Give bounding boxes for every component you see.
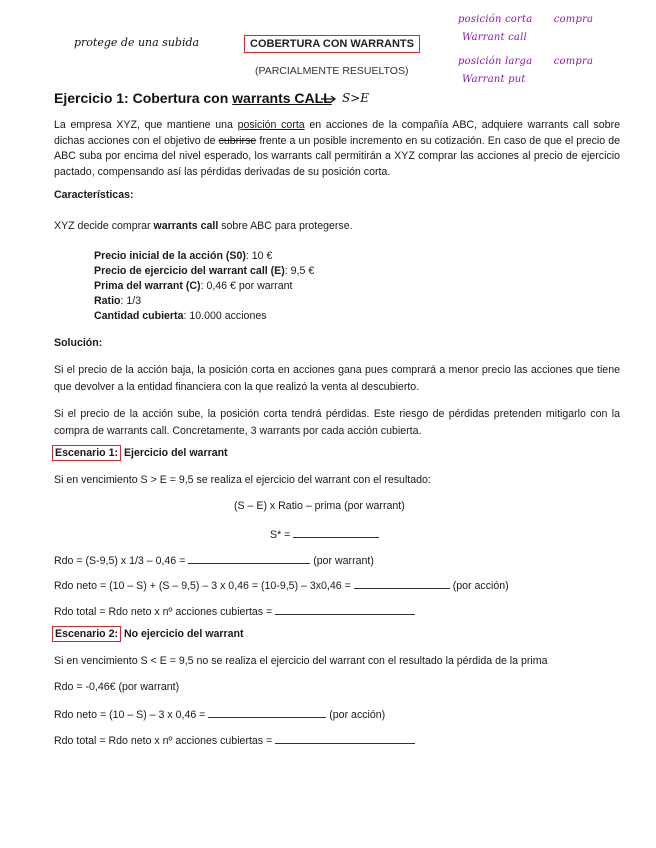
decision-pre: XYZ decide comprar xyxy=(54,220,154,232)
char-value: : 9,5 € xyxy=(284,265,315,277)
scenario-2-rdo-total xyxy=(54,732,415,747)
s-star-label: S* = xyxy=(270,529,291,541)
char-label: Precio inicial de la acción (S0) xyxy=(94,250,246,262)
scenario-1-formula: (S – E) x Ratio – prima (por warrant) xyxy=(234,500,405,512)
answer-blank[interactable] xyxy=(275,603,415,615)
exercise-title-emph: warrants CALL xyxy=(232,90,332,106)
char-value: : 0,46 € por warrant xyxy=(200,280,293,292)
scenario-1-rdo-neto xyxy=(54,577,509,592)
char-label: Prima del warrant (C) xyxy=(94,280,201,292)
rdo-total-label: Rdo total = Rdo neto x nº acciones cubiertas = xyxy=(54,735,273,747)
rdo-neto-label: Rdo neto = (10 – S) + (S – 9,5) – 3 x 0,46 = (10-9,5) – 3x0,46 = xyxy=(54,580,351,592)
scenario-2-label: Escenario 2: xyxy=(52,626,121,642)
answer-blank[interactable] xyxy=(208,706,326,718)
document-title: COBERTURA CON WARRANTS xyxy=(244,35,420,53)
answer-blank[interactable] xyxy=(275,732,415,744)
rdo-neto-label: Rdo neto = (10 – S) – 3 x 0,46 = xyxy=(54,709,206,721)
answer-blank[interactable] xyxy=(188,552,310,564)
scenario-1-title: Ejercicio del warrant xyxy=(121,447,228,459)
char-label: Precio de ejercicio del warrant call (E) xyxy=(94,265,285,277)
solution-paragraph-1: Si el precio de la acción baja, la posición corta en acciones gana pues comprará a menor precio las acciones que tiene que devolver a la entidad financiera con la que realizó la venta al descubierto. xyxy=(54,364,620,393)
scenario-2-rdo: Rdo = -0,46€ (por warrant) xyxy=(54,681,180,693)
list-item xyxy=(94,249,314,264)
handwritten-note-right xyxy=(458,14,593,85)
handwritten-condition: S>E xyxy=(342,91,370,105)
list-item xyxy=(94,264,314,279)
scenario-2-text: Si en vencimiento S < E = 9,5 no se realiza el ejercicio del warrant con el resultado la pérdida de la prima xyxy=(54,655,548,667)
rdo-total-label: Rdo total = Rdo neto x nº acciones cubiertas = xyxy=(54,606,273,618)
list-item xyxy=(94,309,314,324)
handwritten-long-position: posición larga xyxy=(458,56,533,67)
scenario-2-rdo-neto xyxy=(54,706,385,721)
decision-bold: warrants call xyxy=(153,220,219,232)
handwritten-buy-1: compra xyxy=(553,14,594,25)
scenario-1-rdo-total xyxy=(54,603,415,618)
intro-short-position: posición corta xyxy=(237,119,305,131)
handwritten-warrant-put: Warrant put xyxy=(462,74,526,85)
characteristics-list xyxy=(94,249,314,324)
intro-struck-word: cubrirse xyxy=(218,134,257,147)
scenario-1-rdo xyxy=(54,552,374,567)
exercise-title xyxy=(54,90,332,106)
s-star-line xyxy=(270,526,379,541)
char-value: : 10 € xyxy=(245,250,273,262)
document-subtitle: (PARCIALMENTE RESUELTOS) xyxy=(255,65,409,77)
rdo-neto-unit: (por acción) xyxy=(329,709,386,721)
rdo-unit: (por warrant) xyxy=(313,555,374,567)
rdo-neto-unit: (por acción) xyxy=(452,580,509,592)
handwritten-warrant-call: Warrant call xyxy=(462,32,527,43)
solution-paragraph-2: Si el precio de la acción sube, la posición corta tendrá pérdidas. Este riesgo de pérdidas pretenden mitigarlo con la compra de warrants call. Concretamente, 3 warrants por cada acción cubierta. xyxy=(54,408,620,437)
handwritten-buy-2: compra xyxy=(553,56,594,67)
scenario-1-text: Si en vencimiento S > E = 9,5 se realiza el ejercicio del warrant con el resultado: xyxy=(54,474,431,486)
answer-blank[interactable] xyxy=(354,577,450,589)
handwritten-note-left: protege de una subida xyxy=(74,36,200,49)
intro-text-2: en acciones de la compañía ABC, adquiere warrants call sobre dichas acciones con el objetivo de xyxy=(54,119,620,147)
scenario-2-title: No ejercicio del warrant xyxy=(121,628,244,640)
scenario-2-heading xyxy=(52,628,243,640)
rdo-label: Rdo = (S-9,5) x 1/3 – 0,46 = xyxy=(54,555,186,567)
exercise-title-prefix: Ejercicio 1: Cobertura con xyxy=(54,90,233,106)
handwritten-short-position: posición corta xyxy=(458,14,533,25)
decision-post: sobre ABC para protegerse. xyxy=(218,220,353,232)
list-item xyxy=(94,279,314,294)
scenario-1-label: Escenario 1: xyxy=(52,445,121,461)
intro-text-3: frente a un posible incremento en su cotización. En caso de que el precio de ABC suba por encima del nivel esperado, los warrants call permitirán a XYZ comprar las acciones al precio de ejercicio pactado, compensando así las pérdidas derivadas de su posición corta. xyxy=(54,134,620,178)
arrow-icon xyxy=(320,94,338,104)
scenario-1-heading xyxy=(52,447,228,459)
intro-text-1: La empresa XYZ, que mantiene una xyxy=(54,119,238,131)
intro-paragraph xyxy=(54,118,620,180)
characteristics-heading: Características: xyxy=(54,189,134,201)
char-value: : 10.000 acciones xyxy=(183,310,267,322)
decision-sentence xyxy=(54,220,353,232)
answer-blank[interactable] xyxy=(293,526,379,538)
solution-heading: Solución: xyxy=(54,337,103,349)
char-label: Ratio xyxy=(94,295,121,307)
char-label: Cantidad cubierta xyxy=(94,310,184,322)
list-item xyxy=(94,294,314,309)
char-value: : 1/3 xyxy=(120,295,142,307)
